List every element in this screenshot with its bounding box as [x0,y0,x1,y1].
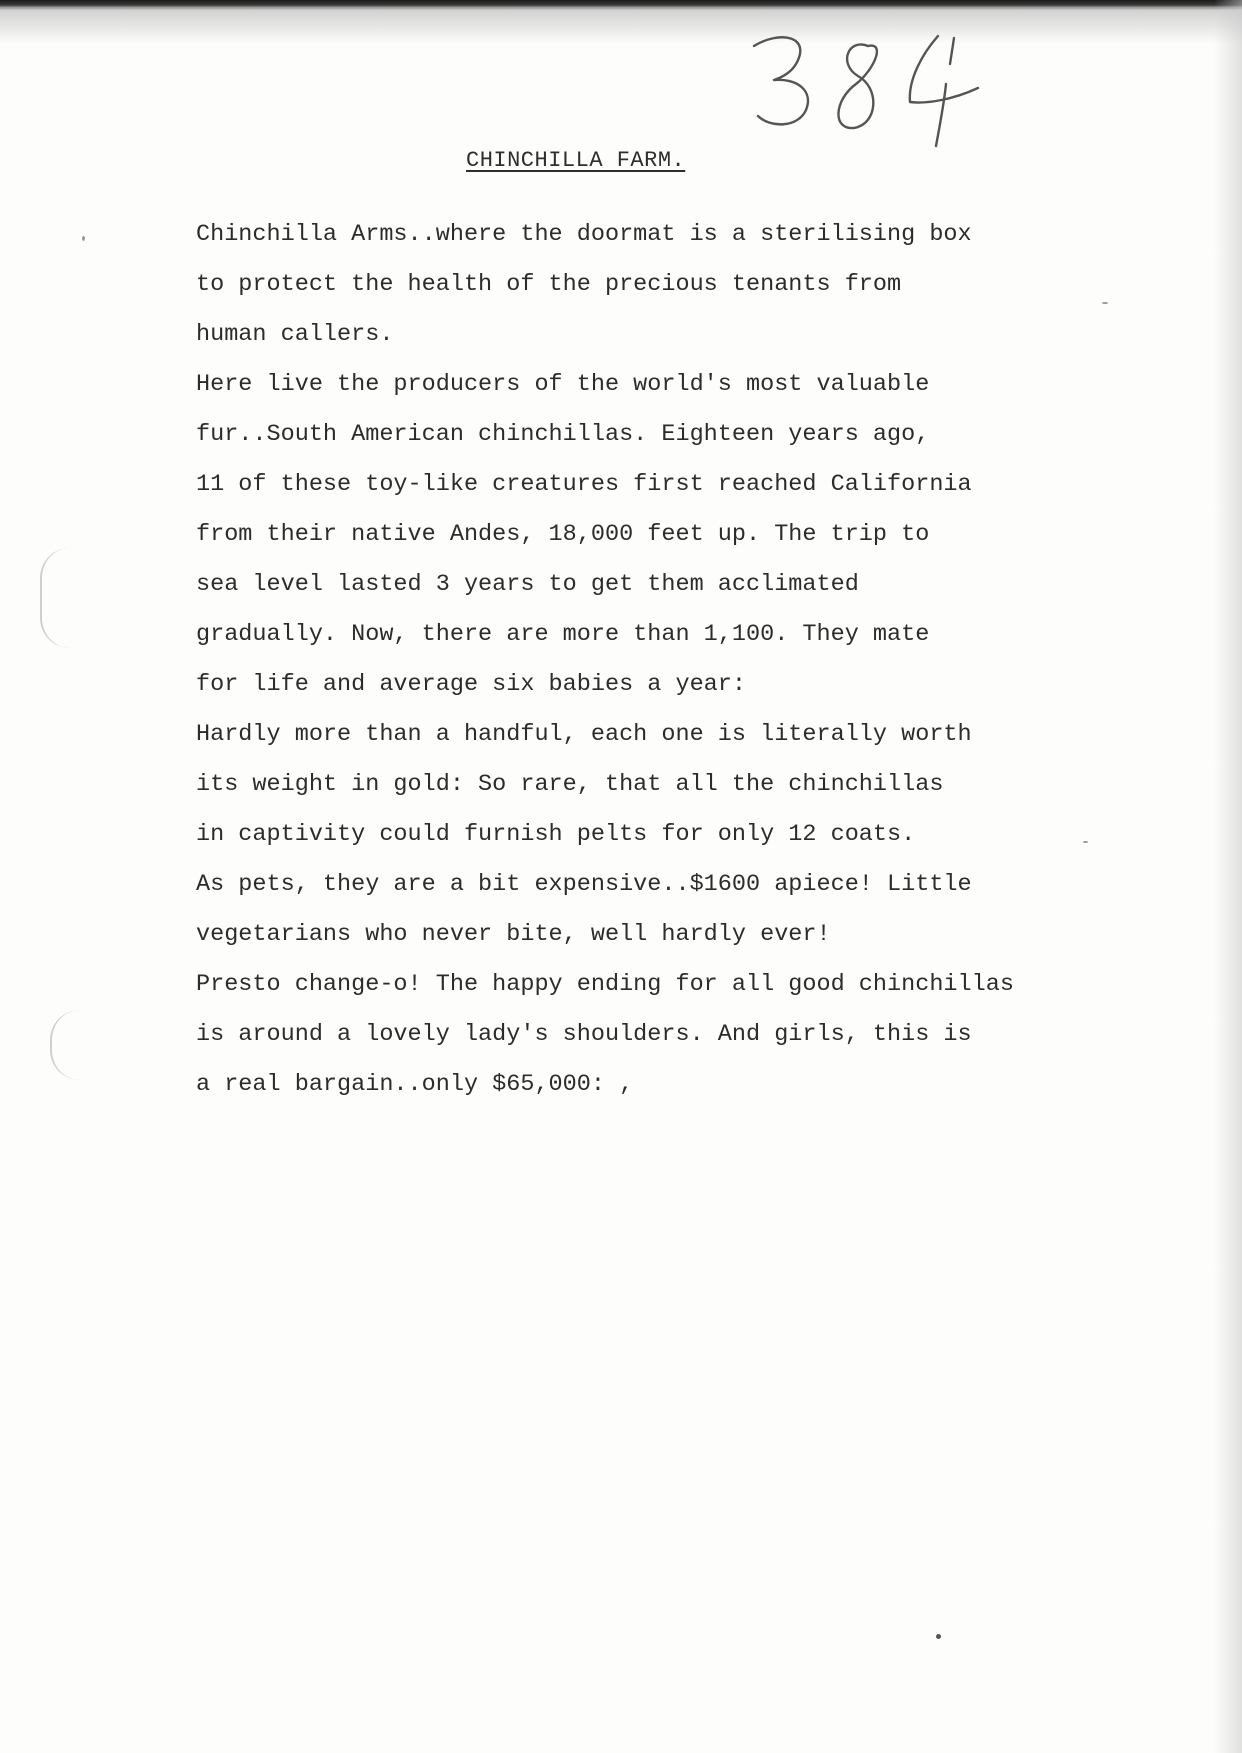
text-line: from their native Andes, 18,000 feet up. The trip to [196,521,930,548]
scan-top-shadow [0,8,1242,44]
text-line: its weight in gold: So rare, that all the chinchillas [196,771,944,798]
typed-body-text [196,218,1096,1118]
text-line: Presto change-o! The happy ending for all good chinchillas [196,971,1014,998]
text-line: a real bargain..only $65,000: , [196,1071,634,1098]
text-line: Chinchilla Arms..where the doormat is a sterilising box [196,221,972,248]
handwritten-page-number [740,24,1000,154]
left-margin-shadow [50,1010,88,1080]
text-line: gradually. Now, there are more than 1,100. They mate [196,621,930,648]
text-line: human callers. [196,321,394,348]
text-line: Here live the producers of the world's most valuable [196,371,930,398]
left-margin-shadow [40,548,78,648]
text-line: to protect the health of the precious tenants from [196,271,902,298]
text-line: 11 of these toy-like creatures first reached California [196,471,972,498]
text-line: As pets, they are a bit expensive..$1600 apiece! Little [196,871,972,898]
text-line: sea level lasted 3 years to get them acclimated [196,571,859,598]
text-line: fur..South American chinchillas. Eighteen years ago, [196,421,930,448]
text-line: is around a lovely lady's shoulders. And girls, this is [196,1021,972,1048]
speck-mark [936,1634,941,1639]
speck-mark [82,236,85,241]
text-line: Hardly more than a handful, each one is literally worth [196,721,972,748]
speck-mark [1102,302,1108,304]
text-line: in captivity could furnish pelts for only 12 coats. [196,821,916,848]
scan-right-edge [1214,0,1242,1753]
text-line: for life and average six babies a year: [196,671,746,698]
document-title: CHINCHILLA FARM. [466,148,686,173]
text-line: vegetarians who never bite, well hardly ever! [196,921,831,948]
handwritten-384-icon [740,24,1000,154]
